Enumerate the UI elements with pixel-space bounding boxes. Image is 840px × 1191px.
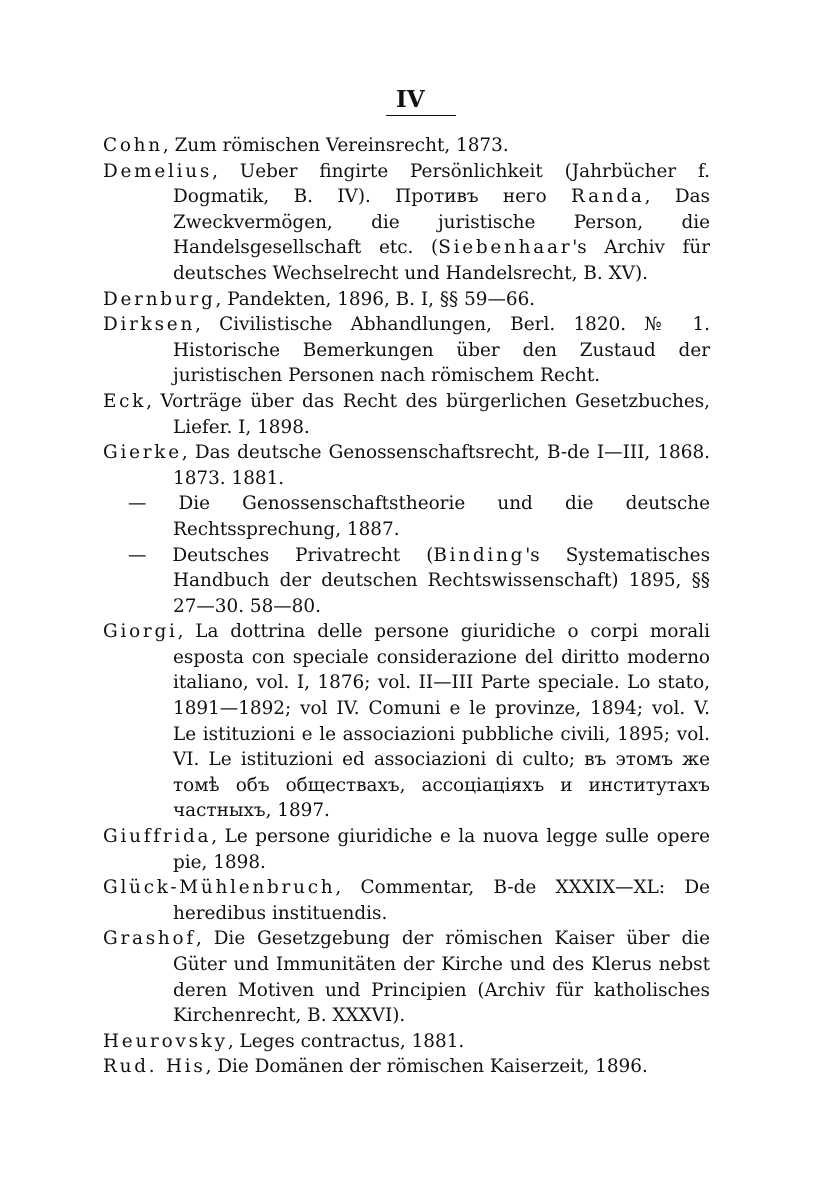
entry-author: Giuffrida [103,826,212,848]
entry-text: — Deutsches Privatrecht ( [128,544,434,566]
entry-cited-author: Siebenhaar [438,237,573,259]
entry-text: , Le persone giuridiche e la nuova legge sulle opere pie, 1898. [173,826,710,873]
list-subitem [103,543,710,620]
entry-author: Giorgi [103,621,178,643]
list-item [103,824,710,875]
entry-text-continued: 's Archiv für deutsches Wechselrecht und Handelsrecht, B. XV). [173,237,710,284]
entry-cited-author: Randa [571,186,645,208]
entry-text: , Ueber fingirte Persönlichkeit (Jahrbücher f. Dogmatik, B. IV). Противъ него [173,160,710,208]
entry-author: Rud. His [103,1056,206,1078]
entry-author: Glück-Mühlenbruch [103,877,336,899]
list-item [103,133,710,159]
entry-author: Grashof [103,928,196,950]
list-item [103,159,710,287]
entry-text: , Pandekten, 1896, B. I, §§ 59—66. [215,288,536,310]
list-item [103,875,710,926]
entry-author: Dernburg [103,288,216,310]
list-item [103,619,710,824]
entry-text: , Die Domänen der römischen Kaiserzeit, 1896. [205,1056,648,1078]
entry-author: Dirksen [103,314,196,336]
entry-text: , Das deutsche Genossenschaftsrecht, B-de I—III, 1868. 1873. 1881. [173,442,710,489]
entry-author: Gierke [103,442,182,464]
entry-text: , Leges contractus, 1881. [227,1030,465,1052]
list-item [103,1054,710,1080]
list-item [103,389,710,440]
list-item [103,312,710,389]
entry-text: , Civilistische Abhandlungen, Berl. 1820. № 1. Historische Bemerkungen über den Zustaud der juristischen Personen nach römischem Recht. [173,314,710,387]
entry-author: Heurovsky [103,1030,228,1052]
entry-text: , Commentar, B-de XXXIX—XL: De heredibus instituendis. [173,877,710,924]
list-item [103,440,710,491]
list-item [103,287,710,313]
entry-text: , Zum römischen Vereinsrecht, 1873. [162,135,509,156]
list-subitem [103,491,710,542]
entry-text: , Vorträge über das Recht des bürgerlichen Gesetzbuches, Liefer. I, 1898. [146,390,710,438]
entry-text: , Die Gesetzgebung der römischen Kaiser über die Güter und Immunitäten der Kirche und des Klerus nebst deren Motiven und Principien (Archiv für katholisches Kirchenrecht, B. XXXVI). [173,928,710,1027]
list-item [103,926,710,1028]
bibliography-list [103,133,710,1080]
entry-cited-author: Binding [433,544,526,566]
entry-text-continued: , Das Zweckvermögen, die juristische Person, die Handelsgesellschaft etc. ( [173,186,710,259]
entry-author: Demelius [103,160,213,182]
page-number: IV [386,88,456,116]
entry-text-continued: 's Systematisches Handbuch der deutschen Rechtswissenschaft) 1895, §§ 27—30. 58—80. [173,544,711,617]
entry-author: Cohn [103,135,163,156]
entry-author: Eck [103,390,147,412]
entry-text: , La dottrina delle persone giuridiche o corpi morali esposta con speciale considerazione del diritto moderno italiano, vol. I, 1876; vol. II—III Parte speciale. Lo stato, 1891—1892; vol IV. Comuni e le provinze, 1894; vol. V. Le istituzioni e le associazioni pubbliche civili, 1895; vol. VI. Le istituzioni ed associazioni di culto; въ этомъ же томѣ объ обществахъ, ассоціаціяхъ и институтахъ частныхъ, 1897. [173,621,710,822]
list-item [103,1029,710,1055]
entry-text: — Die Genossenschaftstheorie und die deutsche Rechtssprechung, 1887. [128,493,710,540]
